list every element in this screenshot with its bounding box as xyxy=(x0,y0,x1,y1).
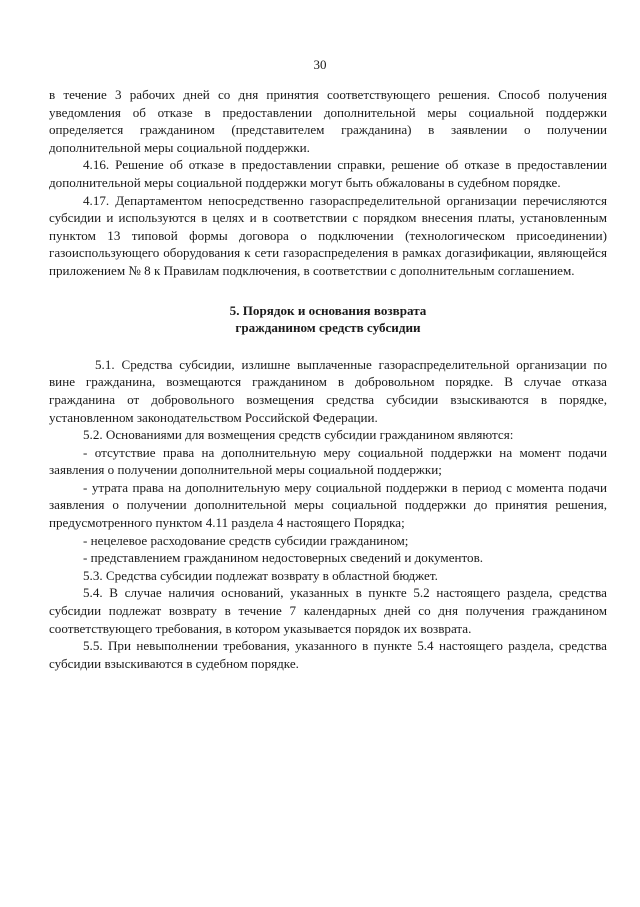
page-number: 30 xyxy=(313,57,327,72)
paragraph-4-16: 4.16. Решение об отказе в предоставлении справки, решение об отказе в предоставлении дополнительной меры социальной поддержки могут быть обжалованы в судебном порядке. xyxy=(49,157,607,190)
paragraph-5-2: 5.2. Основаниями для возмещения средств субсидии гражданином являются: xyxy=(83,427,514,443)
list-item-misuse: - нецелевое расходование средств субсидии гражданином; xyxy=(83,532,409,548)
document-body xyxy=(49,86,607,672)
paragraph-5-1: 5.1. Средства субсидии, излишне выплаченные газораспределительной организации по вине гражданина, возмещаются гражданином в добровольном порядке. В случае отказа гражданина от добровольного возмещения средства субсидии взыскиваются в порядке, установленном законодательством Российской Федерации. xyxy=(49,356,607,425)
section-heading xyxy=(49,302,607,337)
section-heading-line-1: 5. Порядок и основания возврата xyxy=(229,302,427,318)
paragraph-5-5: 5.5. При невыполнении требования, указанного в пункте 5.4 настоящего раздела, средства субсидии взыскиваются в судебном порядке. xyxy=(49,638,607,671)
list-item-loss-of-right: - утрата права на дополнительную меру социальной поддержки в период с момента подачи заявления о получении дополнительной меры социальной поддержки до принятия решения, предусмотренного пунктом 4.11 раздела 4 настоящего Порядка; xyxy=(49,479,607,531)
section-heading-line-2: гражданином средств субсидии xyxy=(235,320,421,336)
paragraph-4-17: 4.17. Департаментом непосредственно газораспределительной организации перечисляются субсидии и используются в целях и в соответствии с порядком внесения платы, установленным пунктом 13 типовой формы договора о подключении (технологическом присоединении) газоиспользующего оборудования к сети газораспределения в рамках догазификации, являющейся приложением № 8 к Правилам подключения, в соответствии с дополнительным соглашением. xyxy=(49,192,607,278)
paragraph-continuation: в течение 3 рабочих дней со дня принятия соответствующего решения. Способ получения уведомления об отказе в предоставлении дополнительной меры социальной поддержки определяется гражданином (представителем гражданина) в заявлении о получении дополнительной меры социальной поддержки. xyxy=(49,87,607,155)
paragraph-5-3: 5.3. Средства субсидии подлежат возврату в областной бюджет. xyxy=(83,567,438,583)
list-item-no-right: - отсутствие права на дополнительную меру социальной поддержки на момент подачи заявления о получении дополнительной меры социальной поддержки; xyxy=(49,444,607,478)
paragraph-5-4: 5.4. В случае наличия оснований, указанных в пункте 5.2 настоящего раздела, средства субсидии подлежат возврату в течение 7 календарных дней со дня получения гражданином соответствующего требования, в котором указывается порядок их возврата. xyxy=(49,585,607,636)
list-item-false-info: - представлением гражданином недостоверных сведений и документов. xyxy=(83,550,484,566)
